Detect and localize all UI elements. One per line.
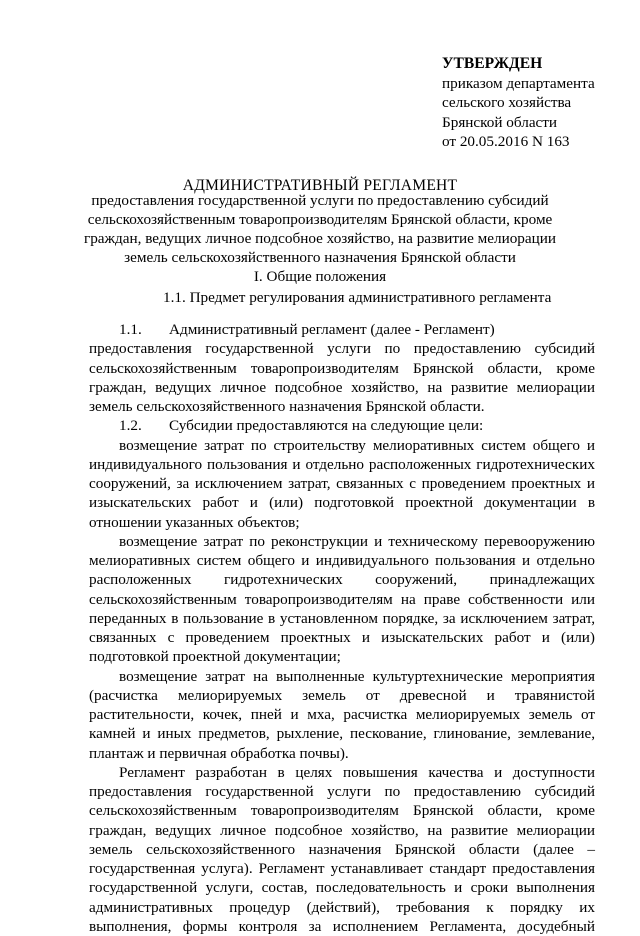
paragraph-text: Субсидии предоставляются на следующие цели: [169,417,484,435]
goal-line: растительности, кочек, пней и мха, расчистка мелиорируемых земель от [89,706,595,723]
document-subtitle [70,191,570,267]
approval-line: Брянской области [442,113,558,131]
goal-line: мелиоративных систем общего и индивидуального пользования и отдельно [89,552,595,569]
paragraph-first-line [89,416,595,435]
goal-line: индивидуального пользования и отдельно расположенных гидротехнических [89,455,595,473]
paragraph-line: административных процедур (действий), требования к порядку их [89,898,595,916]
goal-line: переданных в пользование в установленном порядке, за исключением затрат, [89,609,595,627]
paragraph-line: граждан, ведущих личное подсобное хозяйство, на развитие мелиорации [89,378,595,396]
paragraph-line: предоставления государственной услуги по предоставлению субсидий [89,783,595,800]
subtitle-line: сельскохозяйственным товаропроизводителям Брянской области, кроме [87,211,553,228]
goal-line: (расчистка мелиорируемых земель от древесной и травянистой [89,686,595,704]
section-heading: I. Общие положения [253,268,387,285]
goal-line: сооружений, за исключением затрат, связанных с проведением проектных и [89,475,595,492]
paragraph-first-line [89,320,595,339]
approval-heading: УТВЕРЖДЕН [442,55,543,72]
paragraph-line: Регламент разработан в целях повышения качества и доступности [119,763,595,781]
paragraph-line: граждан, ведущих личное подсобное хозяйство, на развитие мелиорации [89,821,595,839]
goal-line: расположенных гидротехнических сооружений, принадлежащих [89,571,595,589]
goal-line: изыскательских работ и (или) подготовкой проектной документации в [89,494,595,512]
goal-line: возмещение затрат по строительству мелиоративных систем общего и [119,436,595,454]
paragraph-number: 1.2. [119,417,142,435]
goal-line: возмещение затрат по реконструкции и техническому перевооружению [119,532,595,550]
paragraph-line: сельскохозяйственным товаропроизводителям Брянской области, кроме [89,802,595,820]
paragraph-line: предоставления государственной услуги по предоставлению субсидий [89,340,595,358]
subsection-heading: 1.1. Предмет регулирования административного регламента [163,289,552,306]
goal-line: отношении указанных объектов; [89,513,300,531]
goal-line: связанных с проведением проектных и изыскательских работ и (или) [89,629,595,646]
paragraph-line: государственная услуга). Регламент устанавливает стандарт предоставления [89,860,595,877]
goal-line: сельскохозяйственным товаропроизводителям на праве собственности или [89,590,595,608]
goal-line: плантаж и первичная обработка почвы). [89,744,349,762]
subtitle-line: земель сельскохозяйственного назначения Брянской области [124,249,516,266]
paragraph-line: сельскохозяйственным товаропроизводителям Брянской области, кроме [89,359,595,377]
approval-line: приказом департамента [442,74,595,92]
subtitle-line: предоставления государственной услуги по предоставлению субсидий [91,192,549,209]
approval-stamp [442,54,632,152]
subtitle-line: граждан, ведущих личное подсобное хозяйство, на развитие мелиорации [83,230,557,247]
approval-line: сельского хозяйства [442,94,572,112]
paragraph-text: Административный регламент (далее - Регламент) [169,321,495,338]
paragraph-line: государственной услуги, состав, последовательность и сроки выполнения [89,879,595,897]
goal-line: камней и иных предметов, рыхление, пескование, глинование, землевание, [89,725,595,743]
goal-line: подготовкой проектной документации; [89,648,341,666]
goal-line: возмещение затрат на выполненные культуртехнические мероприятия [119,667,595,685]
document-body [89,320,595,936]
approval-line: от 20.05.2016 N 163 [442,133,570,151]
paragraph-number: 1.1. [119,321,142,338]
paragraph-line: земель сельскохозяйственного назначения Брянской области. [89,398,485,415]
paragraph-line: выполнения, формы контроля за исполнением Регламента, досудебный [89,917,595,935]
document-title: АДМИНИСТРАТИВНЫЙ РЕГЛАМЕНТ [182,177,458,194]
paragraph-line: земель сельскохозяйственного назначения Брянской области (далее – [89,840,595,858]
